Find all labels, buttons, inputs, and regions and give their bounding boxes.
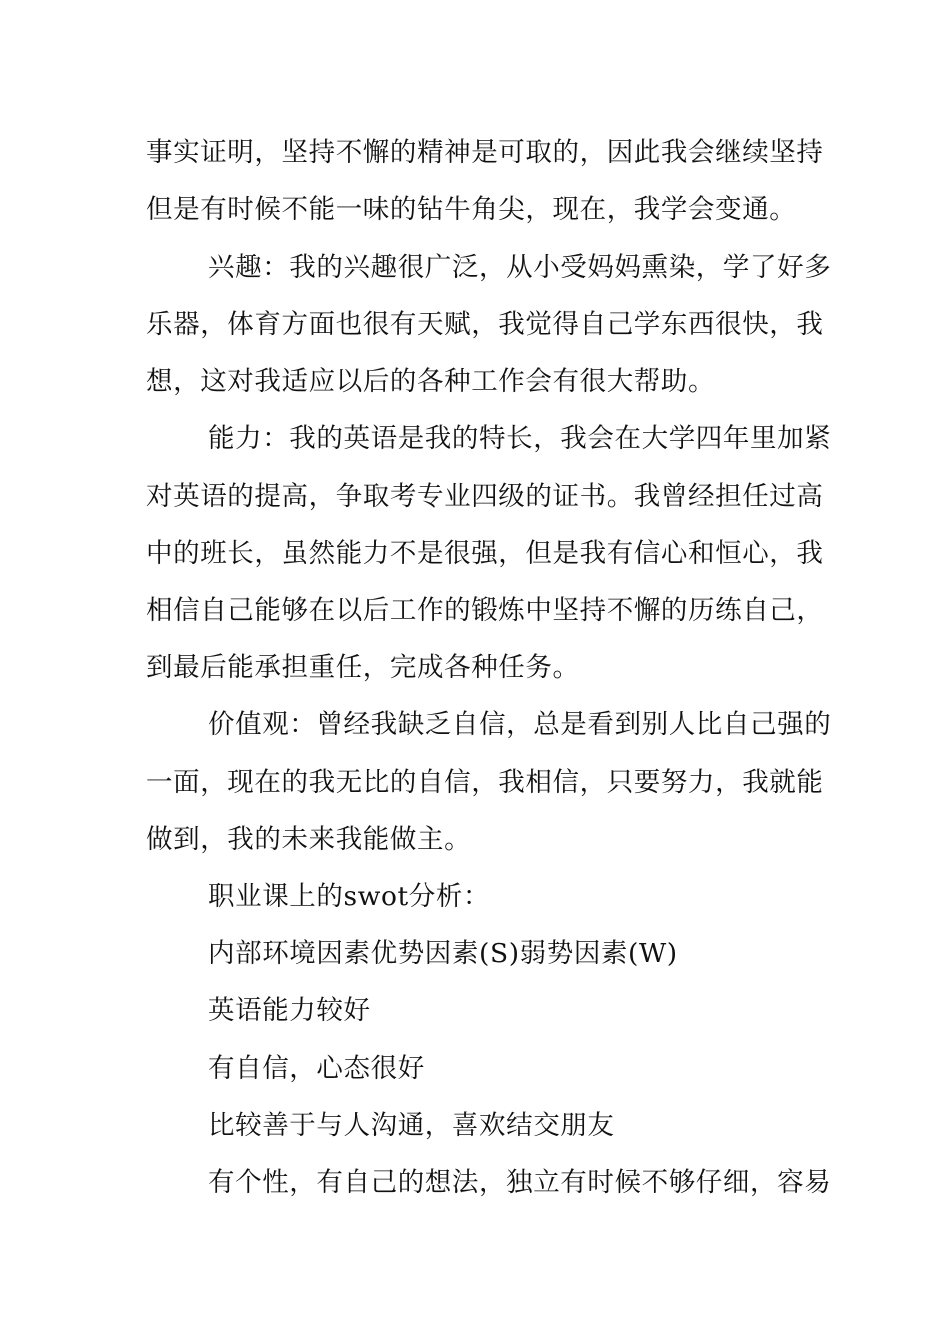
text-line: 一面，现在的我无比的自信，我相信，只要努力，我就能 bbox=[146, 767, 824, 798]
text-line: 做到，我的未来我能做主。 bbox=[146, 824, 472, 855]
swot-item: 有个性，有自己的想法，独立有时候不够仔细，容易 bbox=[208, 1167, 832, 1198]
swot-item: 英语能力较好 bbox=[208, 995, 371, 1026]
text-line: 对英语的提高，争取考专业四级的证书。我曾经担任过高 bbox=[146, 481, 824, 512]
paragraph-interest: 兴趣：我的兴趣很广泛，从小受妈妈熏染，学了好多 bbox=[208, 252, 832, 283]
swot-item: 比较善于与人沟通，喜欢结交朋友 bbox=[208, 1110, 615, 1141]
text-line: 中的班长，虽然能力不是很强，但是我有信心和恒心，我 bbox=[146, 538, 824, 569]
paragraph-values: 价值观：曾经我缺乏自信，总是看到别人比自己强的 bbox=[208, 709, 832, 740]
paragraph-ability: 能力：我的英语是我的特长，我会在大学四年里加紧 bbox=[208, 423, 832, 454]
text-line: 到最后能承担重任，完成各种任务。 bbox=[146, 652, 580, 683]
swot-factors-line: 内部环境因素优势因素(S)弱势因素(W) bbox=[208, 938, 678, 969]
text-line: 相信自己能够在以后工作的锻炼中坚持不懈的历练自己， bbox=[146, 595, 824, 626]
swot-heading: 职业课上的swot分析： bbox=[208, 881, 491, 912]
text-line: 但是有时候不能一味的钻牛角尖，现在，我学会变通。 bbox=[146, 194, 797, 225]
text-line: 乐器，体育方面也很有天赋，我觉得自己学东西很快，我 bbox=[146, 309, 824, 340]
text-line: 想，这对我适应以后的各种工作会有很大帮助。 bbox=[146, 366, 716, 397]
swot-item: 有自信，心态很好 bbox=[208, 1053, 425, 1084]
text-line: 事实证明，坚持不懈的精神是可取的，因此我会继续坚持 bbox=[146, 137, 824, 168]
